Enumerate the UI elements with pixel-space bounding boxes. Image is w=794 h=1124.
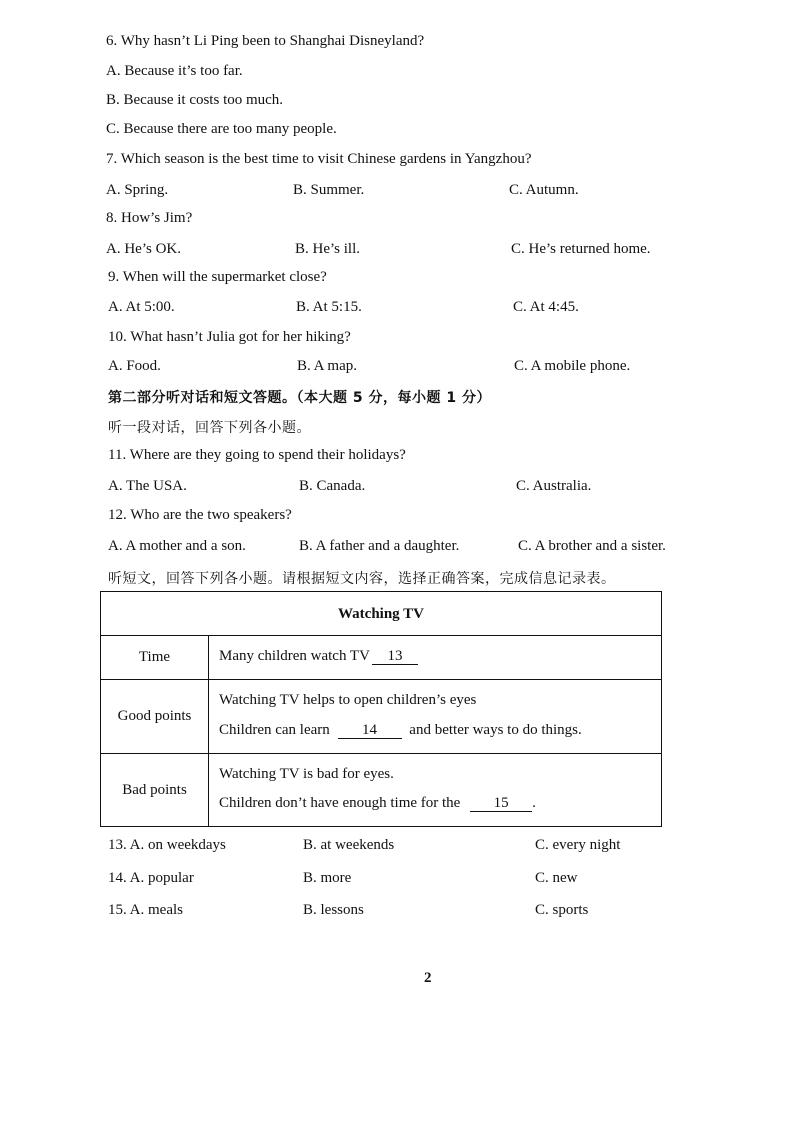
answer-blank-13[interactable]: 13 (372, 649, 418, 665)
table-line-text: Watching TV is bad for eyes. (219, 766, 394, 782)
question-12-option-c: C. A brother and a sister. (518, 538, 666, 554)
answer-13-option-a: 13. A. on weekdays (108, 837, 226, 853)
table-title: Watching TV (101, 592, 661, 636)
question-11-option-c: C. Australia. (516, 478, 592, 494)
answer-15-option-c: C. sports (535, 902, 589, 918)
answer-blank-15[interactable]: 15 (470, 796, 532, 812)
table-row-label: Good points (101, 680, 209, 753)
table-row-bad-points (101, 754, 661, 826)
question-7-option-c: C. Autumn. (509, 182, 579, 198)
table-row-label: Bad points (101, 754, 209, 826)
question-10-option-c: C. A mobile phone. (514, 358, 631, 374)
question-6-option-a: A. Because it’s too far. (106, 63, 243, 79)
question-9-option-c: C. At 4:45. (513, 299, 579, 315)
question-7-stem: 7. Which season is the best time to visit Chinese gardens in Yangzhou? (106, 151, 532, 167)
info-record-table (100, 591, 662, 827)
answer-13-option-c: C. every night (535, 837, 621, 853)
section-2-heading: 第二部分听对话和短文答题。（本大题 5 分，每小题 1 分） (108, 390, 491, 406)
passage-instruction: 听短文，回答下列各小题。请根据短文内容，选择正确答案，完成信息记录表。 (108, 571, 616, 587)
table-row-time (101, 636, 661, 680)
question-7-option-b: B. Summer. (293, 182, 365, 198)
question-11-option-b: B. Canada. (299, 478, 366, 494)
question-8-stem: 8. How’s Jim? (106, 210, 193, 226)
question-11-option-a: A. The USA. (108, 478, 187, 494)
question-8-option-b: B. He’s ill. (295, 241, 361, 257)
answer-blank-14[interactable]: 14 (338, 723, 402, 739)
question-12-option-a: A. A mother and a son. (108, 538, 246, 554)
table-line-text: Children don’t have enough time for the (219, 795, 461, 811)
question-11-stem: 11. Where are they going to spend their holidays? (108, 447, 406, 463)
table-line-text: Children can learn (219, 722, 330, 738)
answer-13-option-b: B. at weekends (303, 837, 395, 853)
answer-15-option-b: B. lessons (303, 902, 364, 918)
question-6-stem: 6. Why hasn’t Li Ping been to Shanghai Disneyland? (106, 33, 425, 49)
question-9-option-b: B. At 5:15. (296, 299, 362, 315)
question-12-stem: 12. Who are the two speakers? (108, 507, 292, 523)
answer-14-option-b: B. more (303, 870, 352, 886)
table-row-good-points (101, 680, 661, 754)
question-6-option-c: C. Because there are too many people. (106, 121, 337, 137)
question-10-option-b: B. A map. (297, 358, 358, 374)
table-line-text: Watching TV helps to open children’s eyes (219, 692, 477, 708)
page-number: 2 (424, 970, 432, 986)
question-8-option-c: C. He’s returned home. (511, 241, 651, 257)
question-8-option-a: A. He’s OK. (106, 241, 181, 257)
question-9-option-a: A. At 5:00. (108, 299, 175, 315)
question-10-option-a: A. Food. (108, 358, 161, 374)
question-9-stem: 9. When will the supermarket close? (108, 269, 327, 285)
answer-15-option-a: 15. A. meals (108, 902, 183, 918)
table-line-text: Many children watch TV (219, 648, 370, 664)
question-6-option-b: B. Because it costs too much. (106, 92, 284, 108)
answer-14-option-a: 14. A. popular (108, 870, 194, 886)
answer-14-option-c: C. new (535, 870, 578, 886)
question-12-option-b: B. A father and a daughter. (299, 538, 460, 554)
table-line-after: . (532, 795, 536, 811)
question-10-stem: 10. What hasn’t Julia got for her hiking? (108, 329, 351, 345)
question-7-option-a: A. Spring. (106, 182, 169, 198)
dialog-instruction: 听一段对话，回答下列各小题。 (108, 420, 311, 436)
table-row-label: Time (101, 636, 209, 679)
table-line-after: and better ways to do things. (409, 722, 582, 738)
